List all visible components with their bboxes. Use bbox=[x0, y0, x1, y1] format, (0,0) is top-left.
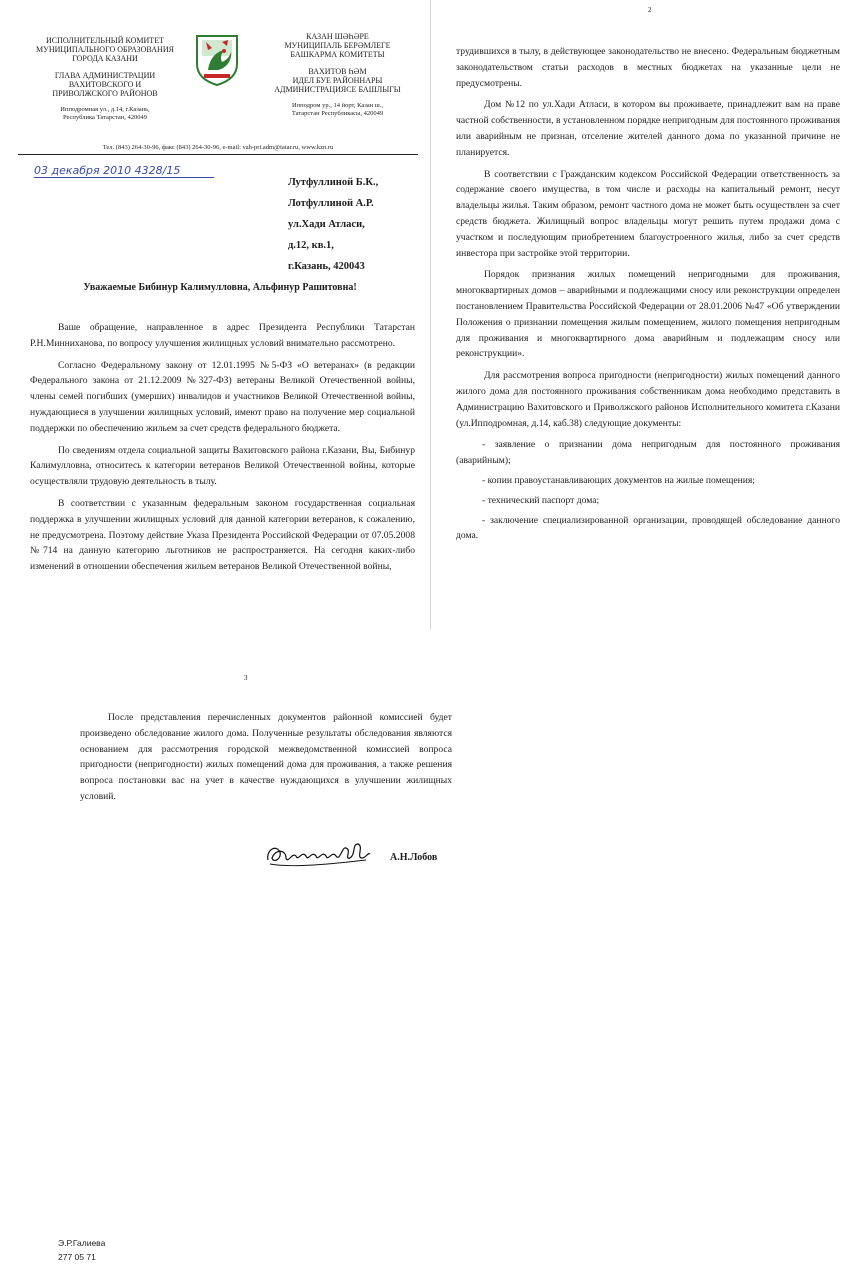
org-line: МУНИЦИПАЛЬ БЕРӘМЛЕГЕ bbox=[284, 41, 391, 50]
letter-page-2 bbox=[432, 0, 860, 628]
body-paragraph: Согласно Федеральному закону от 12.01.1995 №5-ФЗ «О ветеранах» (в редакции Федерального закона от 21.12.2009 №327-ФЗ) ветераны Великой Отечественной войны, члены семей погибших (умерших) инвалидов и участников Великой Отечественной войны, нуждающиеся в улучшении жилищных условий, имеют право на получение мер социальной поддержки по обеспечению жильем за счет средств федерального бюджета. bbox=[30, 359, 415, 434]
executor-phone: 277 05 71 bbox=[58, 1252, 96, 1262]
letter-body-page-2 bbox=[456, 44, 840, 548]
addressee-line: Лутфуллиной Б.К., bbox=[288, 177, 379, 188]
addressee-line: д.12, кв.1, bbox=[288, 240, 334, 251]
head-title-ru bbox=[20, 71, 190, 98]
body-paragraph: Дом №12 по ул.Хади Атласи, в котором вы проживаете, принадлежит вам на праве частной собственности, в установленном порядке непригодным для постоянного проживания или аварийным не признан, отселение жителей данного дома по указанной причине не планируется. bbox=[456, 99, 840, 158]
addressee-line: г.Казань, 420043 bbox=[288, 261, 365, 272]
letter-page-3 bbox=[0, 640, 860, 1280]
org-line: БАШКАРМА КОМИТЕТЫ bbox=[290, 50, 385, 59]
address-line: Республика Татарстан, 420049 bbox=[62, 114, 148, 121]
org-name-ru bbox=[20, 36, 190, 63]
handwritten-outgoing-number: 03 декабря 2010 4328/15 bbox=[34, 164, 214, 178]
document-list-item: - заключение специализированной организации, проводящей обследование данного дома. bbox=[456, 514, 840, 542]
body-paragraph: Для рассмотрения вопроса пригодности (непригодности) жилых помещений данного жилого дома для постоянного проживания собственникам дома необходимо представить в Администрацию Вахитовского и Приволжского районов Исполнительного комитета г.Казани (ул.Ипподромная, д.14, каб.38) следующие документы: bbox=[456, 370, 840, 429]
letter-body-page-3 bbox=[80, 710, 452, 811]
address-line: Ипподром ур., 14 йорт, Казан ш., bbox=[291, 102, 384, 109]
header-right-tatar bbox=[250, 32, 425, 118]
page-number: 2 bbox=[648, 6, 652, 14]
handwritten-signature-icon bbox=[262, 834, 374, 874]
executor-name: Э.Р.Галиева bbox=[58, 1238, 106, 1248]
addressee-block bbox=[288, 172, 428, 277]
document-list-item: - технический паспорт дома; bbox=[482, 494, 600, 506]
salutation: Уважаемые Бибинур Калимулловна, Альфинур Рашитовна! bbox=[83, 282, 357, 293]
body-paragraph: В соответствии с Гражданским кодексом Российской Федерации ответственность за содержание своего имущества, в том числе и расходы на капитальный ремонт, несут владельцы жилья. Таким образом, ремонт частного дома не может быть осуществлен за счет средств бюджета. Жилищный вопрос владельцы могут решить путем продажи дома с участком и последующим приобретением благоустроенного жилья, либо за счет средств инвестора при застройке этой территории. bbox=[456, 168, 840, 259]
org-line: ГОРОДА КАЗАНИ bbox=[72, 54, 138, 63]
letter-page-1 bbox=[0, 0, 430, 628]
head-line: ИДЕЛ БУЕ РАЙОННАРЫ bbox=[292, 76, 383, 85]
head-line: ГЛАВА АДМИНИСТРАЦИИ bbox=[54, 71, 156, 80]
head-line: АДМИНИСТРАЦИЯСЕ БАШЛЫГЫ bbox=[274, 85, 401, 94]
body-paragraph-continuation: трудившихся в тылу, в действующее законодательство не внесено. Федеральным бюджетным законодательством статьи расходов в местных бюджетах на указанные цели не предусмотрены. bbox=[456, 46, 840, 89]
page-divider bbox=[430, 0, 431, 630]
address-line: Ипподромная ул., д.14, г.Казань, bbox=[60, 106, 150, 113]
org-line: ИСПОЛНИТЕЛЬНЫЙ КОМИТЕТ bbox=[46, 36, 164, 45]
address-line: Татарстан Республикасы, 420049 bbox=[291, 110, 384, 117]
body-paragraph: В соответствии с указанным федеральным законом государственная социальная поддержка в улучшении жилищных условий для данной категории ветеранов, к сожалению, не предусмотрена. Поэтому действие Указа Президента Российской Федерации от 07.05.2008 №714 на данную категорию льготников не распространяется. На сегодня каких-либо изменений в отношении обеспечения жильем ветеранов Великой Отечественной войны, bbox=[30, 497, 415, 573]
address-ru bbox=[20, 106, 190, 122]
org-line: КАЗАН ШӘҺӘРЕ bbox=[306, 32, 369, 41]
header-rule bbox=[18, 154, 418, 155]
contact-line: Тел. (843) 264-30-96, факс (843) 264-30-96, e-mail: vah-pri.adm@tatar.ru, www.kzn.ru bbox=[102, 144, 334, 151]
head-line: ВАХИТОВСКОГО И bbox=[68, 80, 142, 89]
addressee-line: ул.Хади Атласи, bbox=[288, 219, 365, 230]
head-title-tt bbox=[250, 67, 425, 94]
letter-body-page-1 bbox=[30, 320, 415, 581]
executor-block bbox=[58, 1236, 105, 1264]
document-list-item: - заявление о признании дома непригодным для постоянного проживания (аварийным); bbox=[456, 439, 840, 467]
addressee-line: Лотфуллиной А.Р. bbox=[288, 198, 374, 209]
org-name-tt bbox=[250, 32, 425, 59]
body-paragraph: После представления перечисленных документов районной комиссией будет произведено обследование жилого дома. Полученные результаты обследования являются основанием для рассмотрения городской межведомственной комиссией вопроса пригодности (непригодности) жилых помещений дома для проживания, а также решения вопроса постановки вас на учет в качестве нуждающихся в улучшении жилищных условий. bbox=[80, 712, 452, 802]
document-list-item: - копии правоустанавливающих документов на жилые помещения; bbox=[482, 474, 755, 486]
kazan-emblem-icon bbox=[194, 34, 240, 86]
body-paragraph: Порядок признания жилых помещений непригодными для проживания, многоквартирных домов – аварийными и подлежащими сносу или реконструкции определен постановлением Правительства Российской Федерации от 28.01.2006 №47 «Об утверждении Положения о признании помещения жилым помещением, жилого помещения непригодным для проживания и многоквартирного дома аварийным и подлежащим сносу или реконструкции». bbox=[456, 269, 840, 360]
head-line: ПРИВОЛЖСКОГО РАЙОНОВ bbox=[52, 89, 158, 98]
header-left-russian bbox=[20, 36, 190, 122]
org-line: МУНИЦИПАЛЬНОГО ОБРАЗОВАНИЯ bbox=[36, 45, 174, 54]
address-tt bbox=[250, 102, 425, 118]
body-paragraph: По сведениям отдела социальной защиты Вахитовского района г.Казани, Вы, Бибинур Калимулловна, относитесь к категории ветеранов Великой Отечественной войны, которые осуществляли трудовую деятельность в тылу. bbox=[30, 444, 415, 488]
page-number: 3 bbox=[244, 674, 248, 682]
head-line: ВАХИТОВ ҺӘМ bbox=[308, 67, 367, 76]
signer-name: А.Н.Лобов bbox=[390, 852, 438, 863]
body-paragraph: Ваше обращение, направленное в адрес Президента Республики Татарстан Р.Н.Минниханова, по вопросу улучшения жилищных условий внимательно рассмотрено. bbox=[30, 322, 415, 349]
